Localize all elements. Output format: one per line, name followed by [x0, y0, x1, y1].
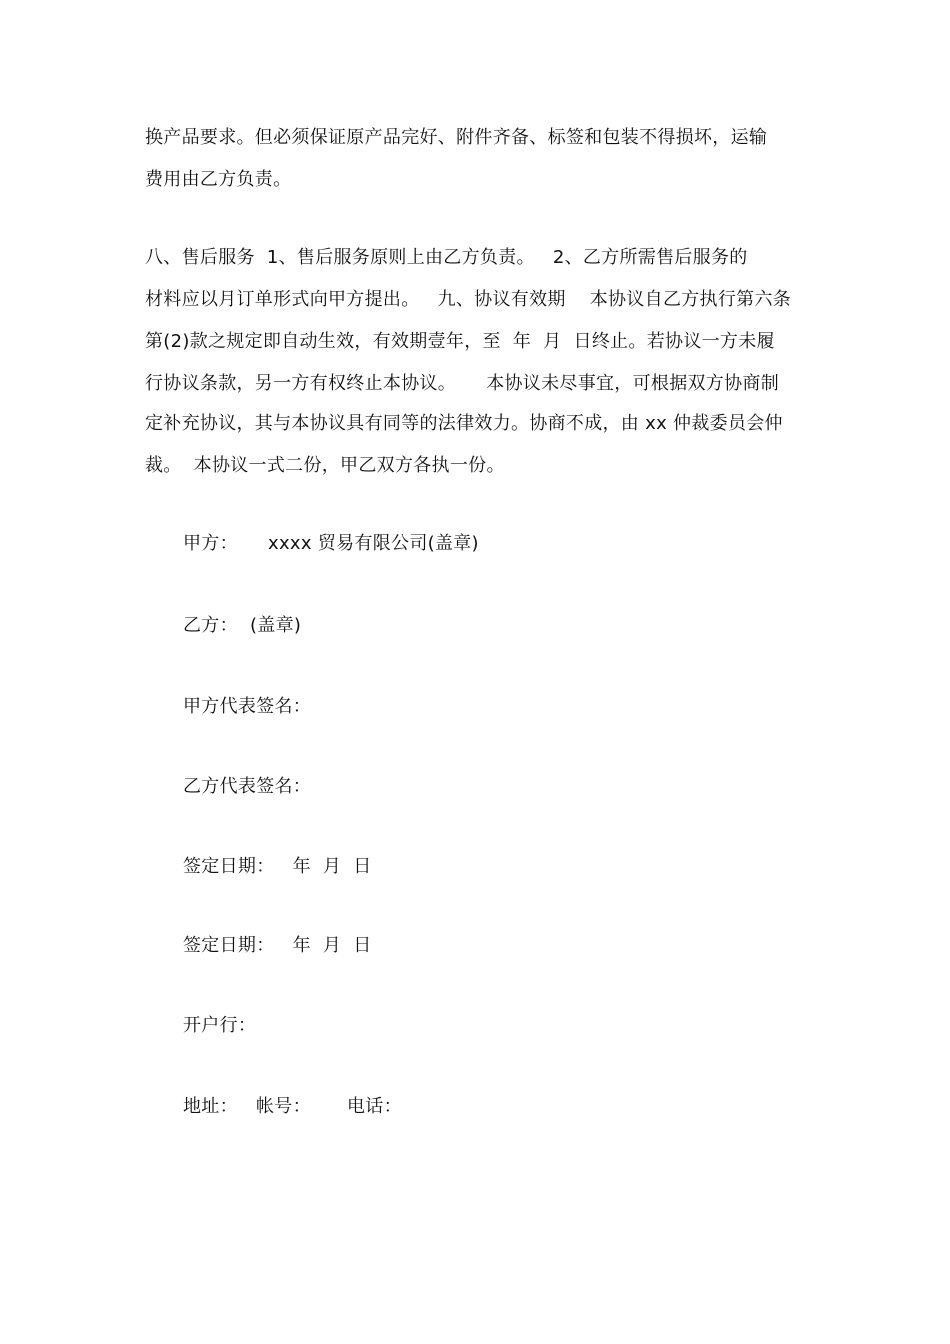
party-a-representative-line: 甲方代表签名： [183, 696, 312, 717]
bank-line: 开户行： [183, 1015, 257, 1036]
sign-date-line-2: 签定日期： 年 月 日 [183, 935, 372, 956]
paragraph-2-line-2: 材料应以月订单形式向甲方提出。 九、协议有效期 本协议自乙方执行第六条 [145, 289, 792, 310]
paragraph-2-line-1: 八、售后服务 1、售后服务原则上由乙方负责。 2、乙方所需售后服务的 [145, 247, 748, 268]
contact-line: 地址： 帐号： 电话： [183, 1096, 402, 1117]
party-b-line: 乙方： (盖章) [183, 615, 302, 636]
paragraph-1-line-2: 费用由乙方负责。 [145, 169, 292, 190]
paragraph-2-line-4: 行协议条款，另一方有权终止本协议。 本协议未尽事宜，可根据双方协商制 [145, 373, 780, 394]
paragraph-2-line-3: 第(2)款之规定即自动生效，有效期壹年，至 年 月 日终止。若协议一方未履 [145, 331, 775, 352]
paragraph-1-line-1: 换产品要求。但必须保证原产品完好、附件齐备、标签和包装不得损坏，运输 [145, 127, 768, 148]
party-b-representative-line: 乙方代表签名： [183, 776, 312, 797]
paragraph-2-line-5: 定补充协议，其与本协议具有同等的法律效力。协商不成，由 xx 仲裁委员会仲 [145, 413, 783, 434]
party-a-line: 甲方： xxxx 贸易有限公司(盖章) [183, 533, 479, 554]
sign-date-line-1: 签定日期： 年 月 日 [183, 856, 372, 877]
paragraph-2-line-6: 裁。 本协议一式二份，甲乙双方各执一份。 [145, 455, 505, 476]
